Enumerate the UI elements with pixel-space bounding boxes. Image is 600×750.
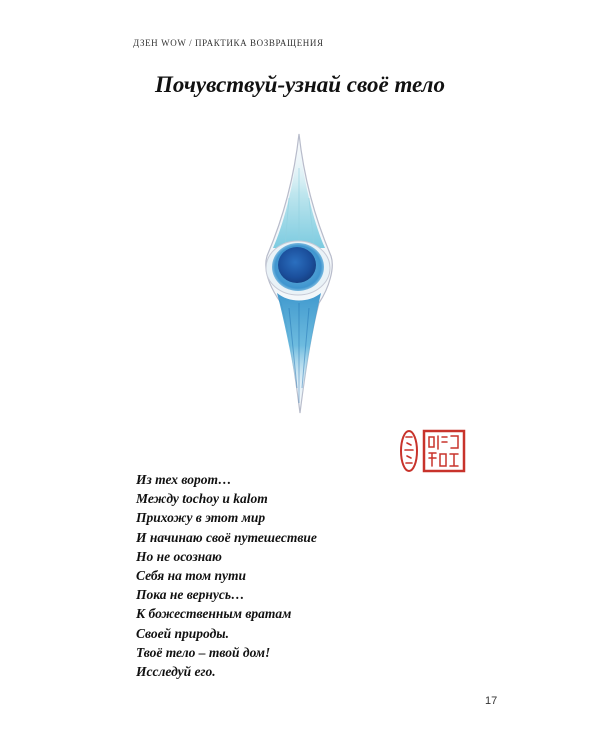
poem-line: Прихожу в этот мир xyxy=(136,510,266,526)
poem-line: Твоё тело – твой дом! xyxy=(136,644,271,660)
poem-line: Исследуй его. xyxy=(136,664,216,680)
poem-line: Своей природы. xyxy=(136,625,230,641)
poem-line: К божественным вратам xyxy=(136,606,292,622)
poem xyxy=(136,470,317,681)
poem-line: Себя на том пути xyxy=(136,568,246,584)
running-header: ДЗЕН WOW / ПРАКТИКА ВОЗВРАЩЕНИЯ xyxy=(133,38,324,48)
poem-line: И начинаю своё путешествие xyxy=(136,529,317,545)
page-title: Почувствуй-узнай своё тело xyxy=(155,72,445,97)
poem-line: Пока не вернусь… xyxy=(136,587,245,603)
ink-eye-illustration xyxy=(259,128,337,418)
poem-line: Из тех ворот… xyxy=(136,472,232,487)
poem-line: Но не осознаю xyxy=(136,548,222,564)
seal-stamps-icon xyxy=(398,427,466,479)
poem-line: Между tochoy и kalom xyxy=(136,491,268,507)
page-number: 17 xyxy=(485,695,498,707)
